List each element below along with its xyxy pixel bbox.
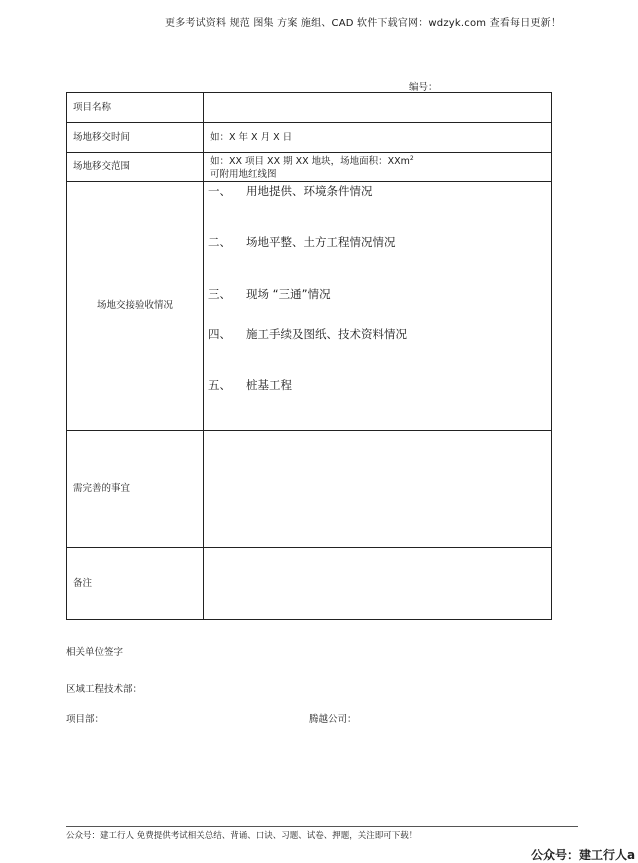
handover-scope-superscript: 2	[409, 155, 414, 163]
acceptance-item-1: 一、 用地提供、环境条件情况	[208, 184, 373, 198]
project-name-value	[204, 93, 552, 123]
acceptance-item-2: 二、 场地平整、土方工程情况情况	[208, 235, 396, 249]
row-handover-time	[67, 123, 552, 153]
footer-text: 公众号：建工行人 免费提供考试相关总结、背诵、口诀、习题、试卷、押题，关注即可下载！	[66, 831, 418, 841]
signatures-title: 相关单位签字	[66, 647, 124, 658]
handover-scope-line-2: 可附用地红线图	[210, 168, 277, 180]
row-acceptance	[67, 182, 552, 431]
acceptance-items-cell	[204, 182, 552, 431]
pending-items-label: 需完善的事宜	[67, 431, 204, 548]
handover-scope-line-1: 如：XX 项目 XX 期 XX 地块，场地面积：XXm	[210, 156, 410, 168]
row-handover-scope	[67, 153, 552, 182]
footer-divider	[66, 826, 578, 827]
handover-form-table	[66, 92, 552, 620]
project-name-label: 项目名称	[67, 93, 204, 123]
watermark-text: 公众号：建工行人a	[531, 848, 636, 862]
remarks-value	[204, 548, 552, 620]
acceptance-item-3: 三、 现场 “三通”情况	[208, 287, 331, 301]
regional-dept-signature: 区域工程技术部：	[66, 684, 143, 695]
document-number-label: 编号：	[409, 82, 438, 93]
handover-scope-value	[204, 153, 552, 182]
project-dept-signature: 项目部：	[66, 714, 105, 725]
acceptance-item-4: 四、 施工手续及图纸、技术资料情况	[208, 327, 407, 341]
handover-scope-label: 场地移交范围	[67, 153, 204, 182]
pending-items-value	[204, 431, 552, 548]
row-remarks	[67, 548, 552, 620]
company-signature: 腾越公司：	[309, 714, 357, 725]
acceptance-label: 场地交接验收情况	[67, 182, 204, 431]
handover-time-value: 如：X 年 X 月 X 日	[204, 123, 552, 153]
row-pending-items	[67, 431, 552, 548]
remarks-label: 备注	[67, 548, 204, 620]
header-promo-text: 更多考试资料 规范 图集 方案 施组、CAD 软件下载官网：wdzyk.com 查看每日更新！	[165, 18, 562, 29]
acceptance-item-5: 五、 桩基工程	[208, 378, 292, 392]
handover-time-label: 场地移交时间	[67, 123, 204, 153]
row-project-name	[67, 93, 552, 123]
